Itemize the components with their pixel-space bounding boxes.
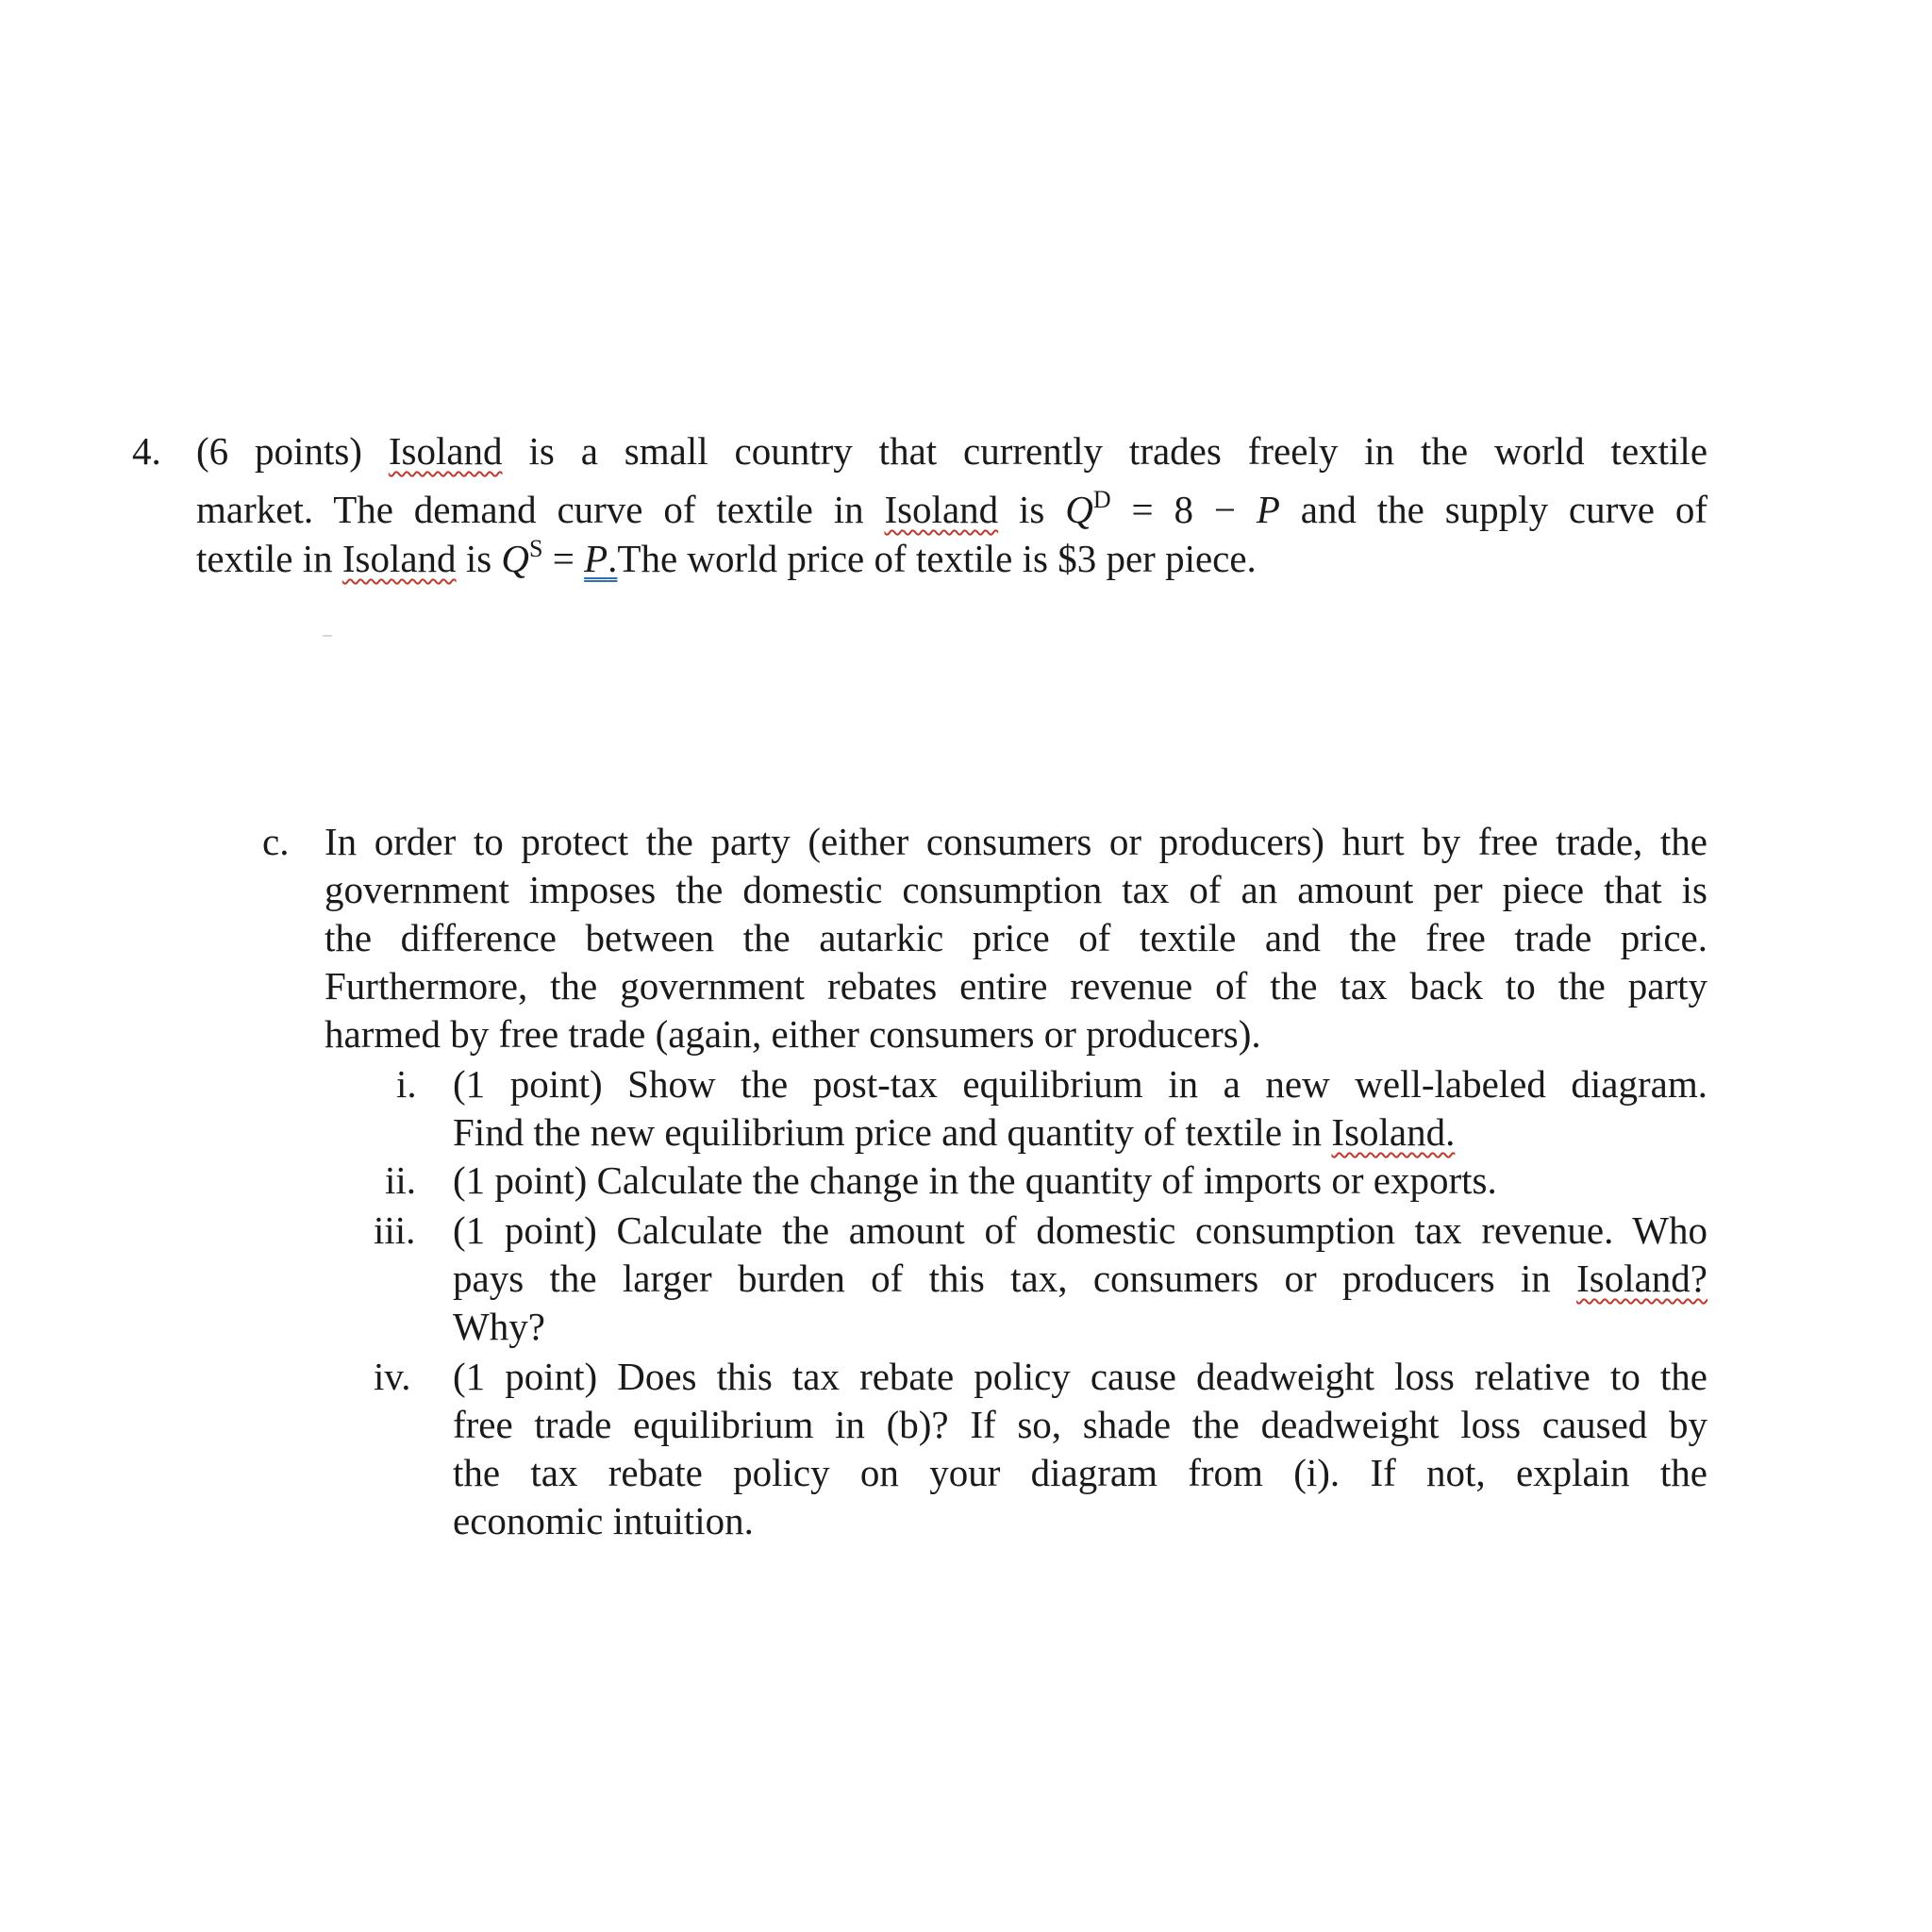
part-c-line-2: government imposes the domestic consumption tax of an amount per piece that is <box>325 868 1707 911</box>
supply-equation <box>501 537 542 580</box>
demand-equation-rhs: = 8 − <box>1131 488 1236 531</box>
part-c-line-1: In order to protect the party (either consumers or producers) hurt by free trade, the <box>325 820 1707 863</box>
isoland-word: Isoland <box>884 488 999 531</box>
isoland-word: Isoland <box>388 429 503 473</box>
item-iv-line-1: (1 point) Does this tax rebate policy cause deadweight loss relative to the <box>453 1355 1707 1398</box>
item-ii-label: ii. <box>385 1158 417 1202</box>
supply-equation-eq: = <box>552 537 575 580</box>
q-symbol: Q <box>1065 488 1093 531</box>
isoland-word: Isoland? <box>1576 1257 1708 1300</box>
question-number: 4. <box>132 429 161 473</box>
is-word: is <box>465 537 492 580</box>
isoland-word: Isoland <box>341 537 457 580</box>
item-iii-line-3: Why? <box>453 1305 545 1348</box>
p-symbol: P <box>584 537 608 580</box>
intro-line-3 <box>196 525 1257 583</box>
item-ii-line-1: (1 point) Calculate the change in the quantity of imports or exports. <box>453 1158 1497 1202</box>
intro-line-3-start: textile in <box>196 537 333 580</box>
item-i-line-2-text: Find the new equilibrium price and quantity of textile in <box>453 1110 1323 1154</box>
item-i-line-2 <box>453 1108 1455 1157</box>
intro-line-1-text: is a small country that currently trades freely in the world textile <box>528 429 1708 473</box>
q-symbol: Q <box>501 537 530 580</box>
item-iii-line-2-text: pays the larger burden of this tax, consumers or producers in <box>453 1257 1551 1300</box>
item-i-line-1: (1 point) Show the post-tax equilibrium in a new well-labeled diagram. <box>453 1062 1707 1106</box>
item-iii-line-2 <box>453 1254 1707 1303</box>
p-symbol: P <box>1256 488 1280 531</box>
isoland-word: Isoland. <box>1331 1110 1456 1154</box>
intro-line-2-start: market. The demand curve of textile in <box>196 488 864 531</box>
item-iv-line-2: free trade equilibrium in (b)? If so, shade the deadweight loss caused by <box>453 1403 1707 1446</box>
points-label: (6 points) <box>196 429 362 473</box>
item-iv-line-4: economic intuition. <box>453 1499 754 1542</box>
intro-line-3-end: The world price of textile is $3 per piece. <box>617 537 1257 580</box>
item-iv-label: iv. <box>374 1355 411 1398</box>
part-c-line-5: harmed by free trade (again, either consumers or producers). <box>325 1012 1261 1056</box>
is-word: is <box>1019 488 1045 531</box>
supply-equation-dot: . <box>608 537 618 580</box>
item-i-label: i. <box>396 1062 417 1106</box>
demand-superscript: D <box>1092 486 1111 513</box>
item-iii-label: iii. <box>374 1208 416 1252</box>
part-c-line-3: the difference between the autarkic price of textile and the free trade price. <box>325 916 1707 959</box>
intro-line-2-end: and the supply curve of <box>1300 488 1707 531</box>
scan-smudge <box>323 635 332 637</box>
supply-equation-rhs <box>584 537 617 580</box>
item-iv-line-3: the tax rebate policy on your diagram from (i). If not, explain the <box>453 1451 1707 1494</box>
part-c-label: c. <box>262 820 290 863</box>
part-c-line-4: Furthermore, the government rebates entire revenue of the tax back to the party <box>325 964 1707 1008</box>
supply-superscript: S <box>529 535 543 562</box>
item-iii-line-1: (1 point) Calculate the amount of domestic consumption tax revenue. Who <box>453 1208 1707 1252</box>
intro-line-1 <box>196 426 1707 475</box>
